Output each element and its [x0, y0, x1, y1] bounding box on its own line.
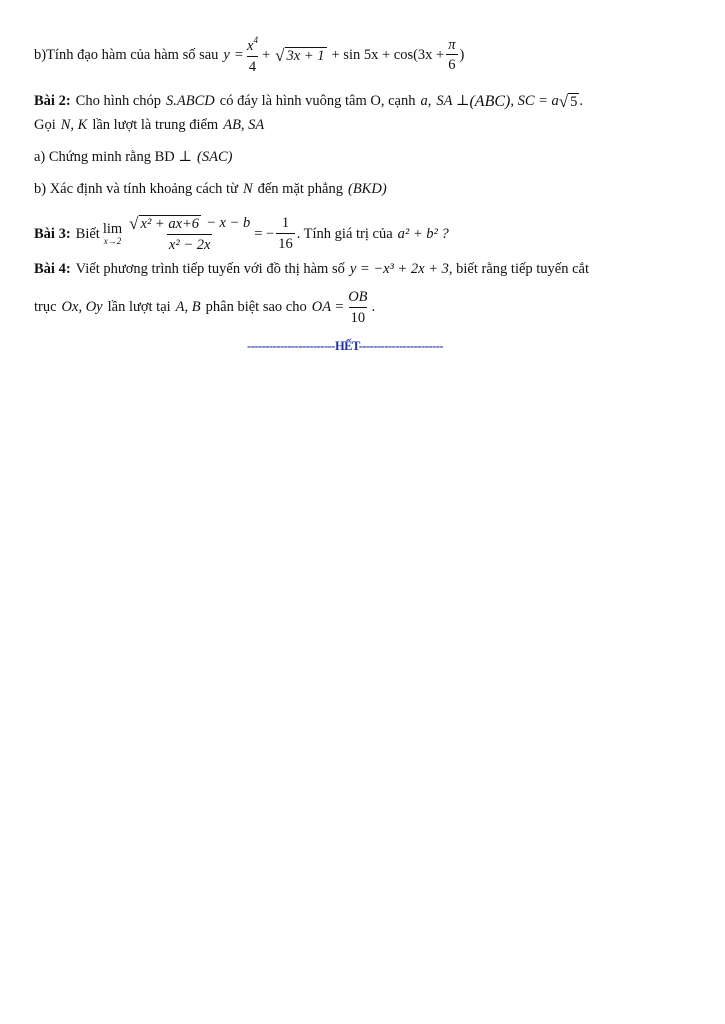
bai2-sa: SA ⊥: [436, 93, 470, 110]
bai4-func: y = −x³ + 2x + 3: [349, 261, 449, 277]
bai3-rhs-num: 1: [281, 215, 290, 232]
bai3-text1: Biết: [75, 225, 100, 242]
bai3-rhs-fraction: [276, 216, 295, 251]
bai2-sqrt: [559, 93, 580, 110]
bai4-line2-text2: lần lượt tại: [107, 299, 171, 316]
b1-pi: π: [448, 36, 456, 53]
bai3-lim-sub: x→2: [103, 236, 122, 246]
bai3-eq: = −: [254, 225, 275, 242]
bai4-ab: A, B: [175, 299, 201, 316]
b1-frac-den: 4: [247, 56, 258, 75]
bai2-b-bkd: (BKD): [348, 181, 387, 197]
bai4-oa: OA =: [311, 299, 345, 316]
bai3-text2: . Tính giá trị của: [296, 225, 393, 242]
bai3-lim: lim: [102, 220, 123, 237]
b1-pi-den: 6: [446, 54, 457, 73]
bai2-sc: , SC = a: [510, 93, 559, 110]
bai2-b-n: N: [242, 181, 253, 197]
b1-sqrt: [275, 47, 326, 64]
bai2-b-text2: đến mặt phẳng: [257, 181, 343, 197]
bai2-line2-text1: Gọi: [34, 117, 56, 133]
bai2-part-b: [34, 182, 387, 197]
bai2-dot: .: [579, 93, 584, 110]
bai4-ten: 10: [349, 307, 368, 326]
bai3-sqrt: [129, 215, 201, 232]
b1-plus: +: [261, 46, 271, 63]
b1-eq: =: [234, 46, 244, 63]
bai2-a: a: [420, 93, 428, 110]
bai4-dot: .: [371, 299, 376, 316]
bai4-text2: , biết rằng tiếp tuyến cắt: [448, 261, 590, 277]
bai4-oxoy: Ox, Oy: [61, 299, 103, 316]
bai4-line2-text1: trục: [34, 299, 57, 316]
bai2-line-1: [34, 93, 583, 110]
end-marker: ------------------------HẾT-----------------------: [247, 339, 443, 353]
b1-fraction: [245, 36, 260, 74]
b1-y: y: [223, 46, 230, 63]
bai2-b-text1: b) Xác định và tính khoảng cách từ: [34, 181, 238, 197]
bai2-absa: AB, SA: [223, 117, 265, 133]
bai2-nk: N, K: [60, 117, 88, 133]
b1-label: b)Tính đạo hàm của hàm số sau: [34, 46, 219, 63]
bai4-title: Bài 4:: [34, 261, 71, 277]
bai3-expr: a² + b² ?: [397, 225, 449, 242]
bai2-part-a: [34, 150, 232, 165]
bai2-a-sac: (SAC): [197, 149, 233, 165]
bai2-a-text: a) Chứng minh rằng BD ⊥: [34, 149, 193, 165]
sqrt-icon: √: [558, 92, 569, 111]
bai3-fraction: [127, 215, 252, 253]
bai3-rhs-den: 16: [276, 233, 295, 252]
bai3-title: Bài 3:: [34, 225, 71, 242]
bai4-line-2: [34, 290, 375, 325]
bai4-line-1: [34, 262, 589, 277]
bai4-text1: Viết phương trình tiếp tuyến với đồ thị hàm số: [75, 261, 345, 277]
bai2-comma: ,: [427, 93, 432, 110]
bai4-line2-text3: phân biệt sao cho: [205, 299, 307, 316]
sqrt-icon: √: [129, 214, 139, 233]
b1-sqrt-body: 3x + 1: [286, 47, 325, 64]
bai2-text1: Cho hình chóp: [75, 93, 162, 110]
bai3-line: [34, 215, 449, 253]
b1-line: [34, 36, 464, 74]
bai2-sqrt5: 5: [570, 94, 578, 110]
b1-frac-exp: 4: [253, 35, 258, 45]
bai2-title: Bài 2:: [34, 93, 71, 110]
bai2-line-2: [34, 118, 264, 133]
bai3-limit: [103, 222, 122, 247]
bai3-sqrt-body: x² + ax+6: [140, 216, 200, 232]
sqrt-icon: √: [275, 45, 285, 65]
bai2-line2-text2: lần lượt là trung điểm: [92, 117, 219, 133]
bai3-den: x² − 2x: [167, 234, 213, 253]
bai4-fraction: [346, 290, 369, 325]
bai2-text2: có đáy là hình vuông tâm O, cạnh: [219, 93, 416, 110]
bai2-sabcd: S.ABCD: [166, 93, 215, 110]
b1-frac-num: x: [247, 38, 254, 54]
bai2-abc: (ABC): [469, 92, 511, 110]
b1-rest: + sin 5x + cos(3x +: [331, 46, 445, 63]
b1-pi-fraction: [446, 38, 457, 73]
bai3-num-rest: − x − b: [206, 215, 251, 232]
bai4-ob: OB: [348, 289, 368, 305]
b1-close: ): [459, 46, 465, 63]
